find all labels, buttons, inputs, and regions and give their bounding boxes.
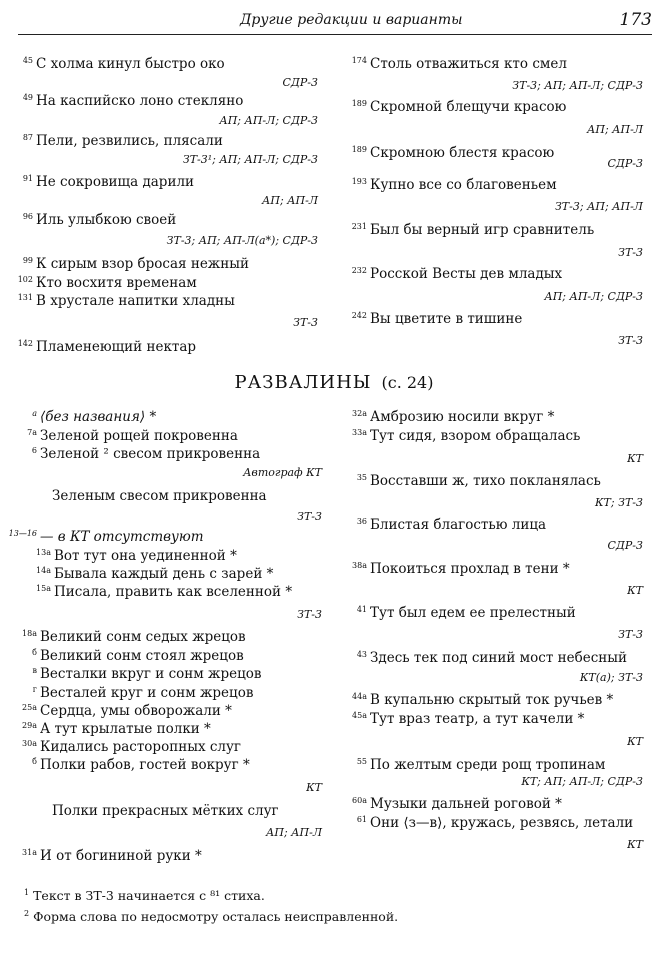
verse-text: Великий сонм стоял жрецов <box>40 648 244 664</box>
verse-text: Тут враз театр, а тут качели * <box>370 711 585 727</box>
verse-text: — в КТ отсутствуют <box>40 529 204 545</box>
verse-line <box>22 256 249 272</box>
verse-text: Купно все со благовеньем <box>370 177 557 193</box>
verse-text: Сердца, умы обворожали * <box>40 703 232 719</box>
source-siglum: КТ <box>306 781 322 794</box>
verse-line <box>32 757 250 773</box>
line-number: 87 <box>22 133 33 142</box>
running-header <box>18 10 652 35</box>
verse-line <box>22 212 177 228</box>
verse-text: В хрустале напитки хладны <box>36 293 235 309</box>
line-number: 44а <box>352 692 367 701</box>
verse-text: Тут был едем ее прелестный <box>370 605 576 621</box>
line-number: 14а <box>36 566 51 575</box>
source-siglum: АП; АП-Л <box>262 194 318 207</box>
source-siglum: КТ; АП; АП-Л; СДР-3 <box>521 775 643 788</box>
verse-text: Полки прекрасных мётких слуг <box>52 803 279 819</box>
line-number: 32а <box>352 409 367 418</box>
verse-text: И от богининой руки * <box>40 848 202 864</box>
verse-line <box>356 605 576 621</box>
source-siglum: ЗТ-3 <box>618 334 643 347</box>
verse-line <box>32 648 244 664</box>
running-title: Другие редакции и варианты <box>240 12 463 28</box>
verse-line <box>22 739 241 755</box>
verse-text: Столь отважиться кто смел <box>370 56 567 72</box>
verse-line <box>22 848 202 864</box>
verse-line <box>32 666 262 682</box>
verse-line <box>356 650 628 666</box>
line-number: 193 <box>351 177 367 186</box>
line-number: 61 <box>356 815 367 824</box>
verse-line <box>52 488 267 504</box>
verse-text: По желтым среди рощ тропинам <box>370 757 606 773</box>
verse-text: Восставши ж, тихо покланялась <box>370 473 601 489</box>
verse-text: Иль улыбкою своей <box>36 212 177 228</box>
verse-text: С холма кинул быстро око <box>36 56 225 72</box>
source-siglum: ЗТ-3 <box>618 246 643 259</box>
verse-text: Покоиться прохлад в тени * <box>370 561 570 577</box>
verse-text: Весталей круг и сонм жрецов <box>40 685 254 701</box>
line-number: 91 <box>22 174 33 183</box>
line-number: 41 <box>356 605 367 614</box>
source-siglum: ЗТ-3 <box>297 510 322 523</box>
source-siglum: ЗТ-3 <box>618 628 643 641</box>
footnote-number: 1 <box>24 888 30 897</box>
verse-line <box>356 757 606 773</box>
line-number: б <box>32 757 37 766</box>
line-number: 142 <box>17 339 33 348</box>
verse-line <box>32 409 157 425</box>
footnote <box>24 888 265 903</box>
verse-line <box>356 473 601 489</box>
verse-text: Полки рабов, гостей вокруг * <box>40 757 250 773</box>
source-siglum: КТ <box>627 584 643 597</box>
verse-line <box>32 685 254 701</box>
line-number: 60а <box>352 796 367 805</box>
line-number: 55 <box>356 757 367 766</box>
line-number: 13а <box>36 548 51 557</box>
source-siglum: КТ <box>627 838 643 851</box>
page-number: 173 <box>619 10 652 30</box>
source-siglum: КТ <box>627 452 643 465</box>
verse-line <box>351 177 557 193</box>
source-siglum: ЗТ-3 <box>297 608 322 621</box>
line-number: г <box>32 685 37 694</box>
verse-line <box>352 711 585 727</box>
source-siglum: ЗТ-3; АП; АП-Л; СДР-3 <box>512 79 643 92</box>
source-siglum: КТ(а); ЗТ-3 <box>579 671 643 684</box>
source-siglum: АП; АП-Л <box>587 123 643 136</box>
verse-text: Был бы верный игр сравнитель <box>370 222 595 238</box>
verse-text: Росской Весты дев младых <box>370 266 563 282</box>
line-number: 45а <box>352 711 367 720</box>
line-number: 189 <box>351 99 367 108</box>
verse-text: Зеленой рощей покровенна <box>40 428 238 444</box>
verse-line <box>36 566 274 582</box>
line-number: 174 <box>351 56 367 65</box>
footnote <box>24 909 398 924</box>
line-number: 38а <box>352 561 367 570</box>
line-number: 25а <box>22 703 37 712</box>
line-number: 242 <box>351 311 367 320</box>
verse-line <box>36 548 237 564</box>
line-number: в <box>32 666 37 675</box>
verse-line <box>22 133 223 149</box>
verse-line <box>22 174 195 190</box>
verse-text: ⟨без названия⟩ * <box>40 409 157 425</box>
verse-text: На каспийско лоно стекляно <box>36 93 244 109</box>
verse-text: Скромной блещучи красою <box>370 99 567 115</box>
verse-text: Музыки дальней роговой * <box>370 796 562 812</box>
verse-line <box>17 293 235 309</box>
footnote-text: Текст в ЗТ-3 начинается с ⁸¹ стиха. <box>33 888 265 904</box>
verse-line <box>8 529 204 545</box>
verse-line <box>22 93 244 109</box>
verse-text: Не сокровища дарили <box>36 174 195 190</box>
source-siglum: ЗТ-3¹; АП; АП-Л; СДР-3 <box>182 153 318 166</box>
line-number: 102 <box>17 275 33 284</box>
verse-line <box>356 517 547 533</box>
verse-text: Кто восхитя временам <box>36 275 197 291</box>
line-number: 96 <box>22 212 33 221</box>
verse-text: Они ⟨з—в⟩, кружась, резвясь, летали <box>370 815 634 831</box>
line-number: 189 <box>351 145 367 154</box>
verse-text: Вы цветите в тишине <box>370 311 523 327</box>
line-number: 45 <box>22 56 33 65</box>
source-siglum: СДР-3 <box>607 539 643 552</box>
verse-line <box>351 222 595 238</box>
verse-text: Блистая благостью лица <box>370 517 547 533</box>
line-number: 232 <box>351 266 367 275</box>
verse-text: В купальню скрытый ток ручьев * <box>370 692 614 708</box>
source-siglum: ЗТ-3 <box>293 316 318 329</box>
section-page-ref: (с. 24) <box>381 373 434 392</box>
line-number: a <box>32 409 37 418</box>
verse-line <box>22 703 232 719</box>
verse-text: Вот тут она уединенной * <box>54 548 237 564</box>
section-name: РАЗВАЛИНЫ <box>234 372 372 393</box>
source-siglum: КТ; ЗТ-3 <box>595 496 643 509</box>
verse-line <box>352 561 570 577</box>
line-number: 33а <box>352 428 367 437</box>
verse-line <box>351 311 523 327</box>
line-number: 31а <box>22 848 37 857</box>
verse-line <box>36 584 293 600</box>
verse-line <box>352 796 562 812</box>
verse-text: Кидались расторопных слуг <box>40 739 241 755</box>
source-siglum: АП; АП-Л; СДР-3 <box>544 290 643 303</box>
line-number: 49 <box>22 93 33 102</box>
footnote-number: 2 <box>24 909 30 918</box>
verse-text: Здесь тек под синий мост небесный <box>370 650 628 666</box>
line-number: 15а <box>36 584 51 593</box>
verse-line <box>17 275 197 291</box>
line-number: б <box>32 648 37 657</box>
verse-text: К сирым взор бросая нежный <box>36 256 249 272</box>
line-number: 36 <box>356 517 367 526</box>
verse-text: Скромною блестя красою <box>370 145 555 161</box>
verse-text: Амброзию носили вкруг * <box>370 409 555 425</box>
verse-line <box>352 409 555 425</box>
line-number: 99 <box>22 256 33 265</box>
line-number: 29а <box>22 721 37 730</box>
verse-text: Весталки вкруг и сонм жрецов <box>40 666 262 682</box>
line-number: 6 <box>31 446 37 455</box>
verse-line <box>22 629 246 645</box>
verse-text: Бывала каждый день с зарей * <box>54 566 274 582</box>
verse-text: Пели, резвились, плясали <box>36 133 223 149</box>
source-siglum: СДР-3 <box>607 157 643 170</box>
line-number: 35 <box>356 473 367 482</box>
source-siglum: КТ <box>627 735 643 748</box>
verse-line <box>352 428 581 444</box>
source-siglum: ЗТ-3; АП; АП-Л <box>554 200 643 213</box>
verse-line <box>356 815 634 831</box>
verse-line <box>31 446 261 462</box>
verse-text: Пламенеющий нектар <box>36 339 197 355</box>
line-number: 43 <box>356 650 367 659</box>
source-siglum: АП; АП-Л; СДР-3 <box>219 114 318 127</box>
verse-line <box>351 266 563 282</box>
verse-text: Великий сонм седых жрецов <box>40 629 246 645</box>
source-siglum: СДР-3 <box>282 76 318 89</box>
line-number: 7а <box>27 428 37 437</box>
verse-line <box>351 145 555 161</box>
source-siglum: ЗТ-3; АП; АП-Л(а*); СДР-3 <box>166 234 318 247</box>
verse-text: Тут сидя, взором обращалась <box>370 428 581 444</box>
verse-line <box>27 428 238 444</box>
verse-line <box>22 56 225 72</box>
line-number: 231 <box>351 222 367 231</box>
verse-line <box>17 339 197 355</box>
verse-line <box>351 99 567 115</box>
line-number: 18а <box>22 629 37 638</box>
verse-line <box>22 721 211 737</box>
verse-line <box>52 803 279 819</box>
verse-line <box>351 56 567 72</box>
verse-text: Писала, править как вселенной * <box>54 584 293 600</box>
section-title <box>0 372 668 393</box>
source-siglum: Автограф КТ <box>243 466 322 479</box>
verse-text: Зеленой ² свесом прикровенна <box>40 446 261 462</box>
source-siglum: АП; АП-Л <box>266 826 322 839</box>
verse-text: Зеленым свесом прикровенна <box>52 488 267 504</box>
verse-line <box>352 692 614 708</box>
verse-text: А тут крылатые полки * <box>40 721 211 737</box>
line-number: 30а <box>22 739 37 748</box>
line-number: 13—16 <box>8 529 37 538</box>
footnote-text: Форма слова по недосмотру осталась неисправленной. <box>33 909 399 925</box>
line-number: 131 <box>17 293 33 302</box>
